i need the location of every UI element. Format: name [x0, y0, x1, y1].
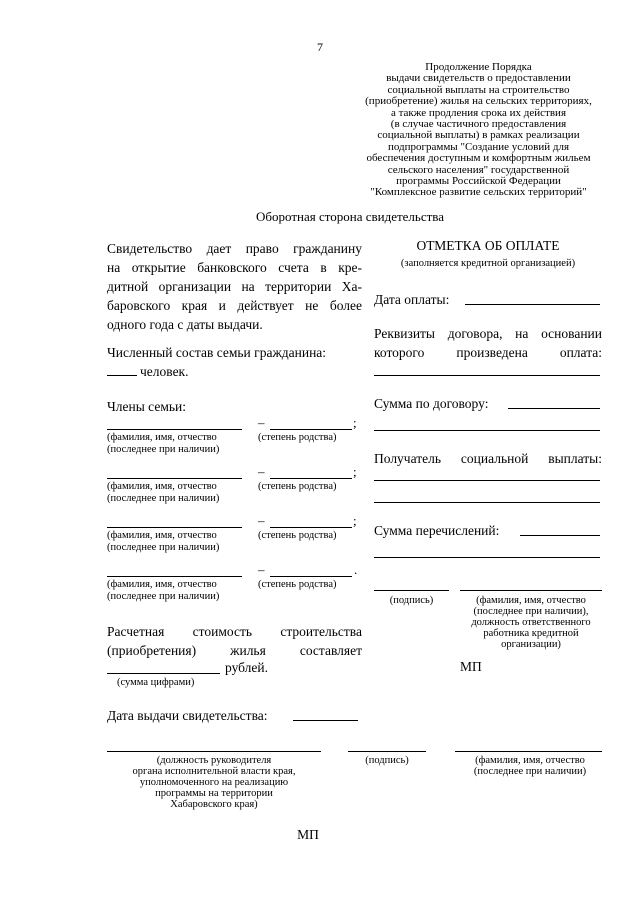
family-size-field[interactable] [107, 375, 137, 376]
transfer-sum-field-cont[interactable] [374, 557, 600, 558]
header-line: (в случае частичного предоставления [390, 118, 567, 131]
header-line: Продолжение Порядка [425, 61, 532, 73]
bank-official-caption-line: должность ответственного [471, 617, 591, 628]
member-relation-caption: (степень родства) [258, 481, 337, 492]
head-signature-caption: (подпись) [365, 755, 409, 766]
member-name-caption: (последнее при наличии) [107, 542, 220, 553]
member-terminator: ; [353, 464, 357, 479]
contract-line: Реквизиты договора, на основании [374, 326, 602, 341]
head-name-caption [450, 755, 610, 777]
head-position-caption-line: программы на территории [155, 788, 273, 799]
family-size-unit: человек. [140, 364, 189, 379]
payment-mark-subtitle: (заполняется кредитной организацией) [400, 258, 576, 269]
cost-currency: рублей. [225, 660, 269, 675]
contract-line: которого произведена оплата: [374, 345, 602, 360]
rights-line: на открытие банковского счета в кре- [107, 260, 362, 275]
head-name-field[interactable] [455, 751, 602, 752]
member-name-caption: (фамилия, имя, отчество [107, 530, 217, 541]
payment-date-field[interactable] [465, 304, 600, 305]
header-line: "Комплексное развитие сельских территорий" [370, 186, 587, 199]
page-number: 7 [317, 40, 323, 54]
rights-line: баровского края и действует не более [107, 298, 362, 313]
header-line: (приобретение) жилья на сельских территориях, [365, 95, 592, 108]
bank-signature-field[interactable] [374, 590, 449, 591]
rights-line: дитной организации на территории Ха- [107, 279, 362, 294]
head-position-caption-line: Хабаровского края) [170, 799, 258, 810]
header-line: подпрограммы "Создание условий для [387, 140, 570, 153]
cost-amount-caption: (сумма цифрами) [117, 677, 195, 688]
head-position-caption [100, 755, 328, 810]
member-name-caption: (последнее при наличии) [107, 591, 220, 602]
family-size-label: Численный состав семьи гражданина: [107, 345, 327, 360]
bank-official-caption-line: (фамилия, имя, отчество [476, 595, 586, 606]
authority-stamp-mark: МП [297, 827, 319, 842]
head-position-caption-line: (должность руководителя [156, 755, 272, 766]
transfer-sum-field[interactable] [520, 535, 600, 536]
member-relation-field[interactable] [270, 478, 352, 479]
header-line: а также продления срока их действия [390, 106, 567, 119]
header-line: выдачи свидетельств о предоставлении [386, 72, 571, 85]
member-terminator: ; [353, 415, 357, 430]
member-name-field[interactable] [107, 478, 242, 479]
member-relation-field[interactable] [270, 429, 352, 430]
recipient-label-text: Получатель социальной выплаты: [374, 451, 602, 466]
head-position-caption-line: органа исполнительной власти края, [132, 766, 296, 777]
certificate-rights-text [107, 239, 362, 334]
bank-official-caption-line: работника кредитной [483, 628, 579, 639]
issue-date-field[interactable] [293, 720, 358, 721]
header-line: социальной выплаты на строительство [387, 83, 570, 96]
member-name-field[interactable] [107, 429, 242, 430]
bank-official-caption-line: организации) [501, 639, 561, 650]
family-members-label: Члены семьи: [107, 399, 186, 414]
member-dash: – [258, 464, 265, 479]
header-line: сельского населения" государственной [387, 163, 570, 176]
cost-line: (приобретения) жилья составляет [107, 643, 362, 658]
member-relation-field[interactable] [270, 527, 352, 528]
member-name-field[interactable] [107, 527, 242, 528]
bank-official-name-field[interactable] [460, 590, 602, 591]
header-line: обеспечения доступным и комфортным жильем [366, 152, 591, 165]
bank-signature-caption: (подпись) [389, 595, 434, 606]
contract-sum-field[interactable] [508, 408, 600, 409]
header-line: социальной выплаты) в рамках реализации [377, 129, 580, 142]
member-terminator: ; [353, 513, 357, 528]
order-continuation-header [346, 62, 611, 199]
recipient-field-cont[interactable] [374, 502, 600, 503]
member-relation-caption: (степень родства) [258, 579, 337, 590]
member-name-caption: (фамилия, имя, отчество [107, 432, 217, 443]
payment-mark-title: ОТМЕТКА ОБ ОПЛАТЕ [416, 238, 560, 253]
head-position-caption-line: уполномоченного на реализацию [139, 777, 289, 788]
head-name-caption-line: (последнее при наличии) [473, 766, 587, 777]
member-relation-caption: (степень родства) [258, 432, 337, 443]
rights-line: одного года с даты выдачи. [107, 317, 263, 332]
cost-line: Расчетная стоимость строительства [107, 624, 362, 639]
header-line: программы Российской Федерации [396, 175, 561, 188]
member-relation-caption: (степень родства) [258, 530, 337, 541]
payment-date-label: Дата оплаты: [374, 292, 450, 307]
bank-official-caption-line: (последнее при наличии), [473, 606, 589, 617]
head-name-caption-line: (фамилия, имя, отчество [475, 755, 585, 766]
rights-line: Свидетельство дает право гражданину [107, 241, 362, 256]
member-terminator: . [354, 562, 358, 577]
estimated-cost-text [107, 622, 362, 660]
head-signature-field[interactable] [348, 751, 426, 752]
member-name-caption: (фамилия, имя, отчество [107, 579, 217, 590]
recipient-label [374, 449, 602, 468]
document-title: Оборотная сторона свидетельства [255, 209, 445, 224]
member-name-field[interactable] [107, 576, 242, 577]
recipient-field[interactable] [374, 480, 600, 481]
member-name-caption: (последнее при наличии) [107, 444, 220, 455]
issue-date-label: Дата выдачи свидетельства: [107, 708, 268, 723]
contract-details-text [374, 324, 602, 362]
contract-sum-field-cont[interactable] [374, 430, 600, 431]
transfer-sum-label: Сумма перечислений: [374, 523, 500, 538]
member-name-caption: (последнее при наличии) [107, 493, 220, 504]
member-dash: – [258, 513, 265, 528]
bank-stamp-mark: МП [460, 659, 482, 674]
member-relation-field[interactable] [270, 576, 352, 577]
contract-sum-label: Сумма по договору: [374, 396, 489, 411]
member-name-caption: (фамилия, имя, отчество [107, 481, 217, 492]
cost-amount-field[interactable] [107, 673, 220, 674]
contract-details-field[interactable] [374, 375, 600, 376]
bank-official-caption [452, 595, 610, 650]
member-dash: – [258, 415, 265, 430]
head-position-field[interactable] [107, 751, 321, 752]
member-dash: – [258, 562, 265, 577]
